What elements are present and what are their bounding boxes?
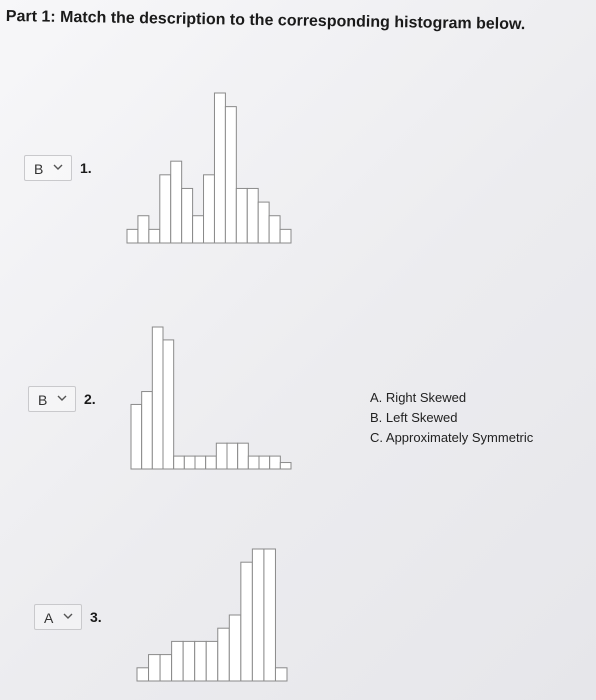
page-title: Part 1: Match the description to the corresponding histogram below. [5,8,526,34]
answer-dropdown-1[interactable] [24,155,72,181]
answer-dropdown-2[interactable] [28,386,76,412]
histogram-3 [136,548,288,682]
histogram-bar [238,443,249,469]
histogram-bar [195,456,206,469]
histogram-bar [142,392,153,469]
answer-dropdown-3[interactable] [34,604,82,630]
chevron-down-icon [53,162,63,172]
histogram-bar [216,443,227,469]
legend-item-b [370,408,533,428]
histogram-bar [163,340,174,469]
legend-letter: B. [370,410,383,425]
histogram-bar [195,641,207,681]
histogram-bar [270,456,281,469]
histogram-bar [206,641,218,681]
histogram-bar [275,668,287,681]
histogram-bar [127,229,138,243]
histogram-bar [241,562,253,681]
histogram-bar [174,456,185,469]
histogram-bar [182,188,193,243]
question-number: 3. [90,609,102,625]
histogram-bar [160,175,171,243]
histogram-1 [126,92,292,244]
histogram-bar [280,463,291,469]
legend-text: Left Skewed [385,410,458,425]
legend-text: Approximately Symmetric [385,430,534,445]
histogram-bar [137,668,149,681]
histogram-bar [247,188,258,243]
histogram-bar [131,404,142,469]
dropdown-value: B [38,392,48,408]
histogram-bar [172,641,184,681]
histogram-bar [149,655,161,681]
histogram-bar [259,456,270,469]
answer-legend [370,388,533,448]
legend-letter: C. [370,430,383,445]
question-number: 2. [84,391,96,407]
histogram-bar [280,229,291,243]
histogram-bar [204,175,215,243]
chevron-down-icon [63,611,73,621]
question-number: 1. [80,160,92,176]
legend-letter: A. [370,390,383,405]
histogram-bar [149,229,160,243]
legend-item-c [370,428,533,448]
histogram-bar [225,107,236,243]
histogram-bar [236,188,247,243]
histogram-bar [184,456,195,469]
histogram-bar [160,655,172,681]
histogram-bar [152,327,163,469]
question-row-3 [34,604,144,634]
histogram-bar [248,456,259,469]
histogram-bar [258,202,269,243]
histogram-bar [183,641,195,681]
histogram-bar [264,549,276,681]
histogram-bar [193,216,204,243]
histogram-bar [252,549,264,681]
legend-text: Right Skewed [385,390,467,405]
histogram-bar [229,615,241,681]
dropdown-value: B [34,161,44,177]
chevron-down-icon [57,393,67,403]
histogram-bar [218,628,230,681]
question-row-1 [24,155,134,185]
histogram-bar [227,443,238,469]
dropdown-value: A [44,610,54,626]
histogram-bar [138,216,149,243]
histogram-bar [171,161,182,243]
histogram-bar [269,216,280,243]
histogram-bar [206,456,217,469]
histogram-2 [130,326,292,470]
question-row-2 [28,386,138,416]
legend-item-a [370,388,533,408]
histogram-bar [214,93,225,243]
